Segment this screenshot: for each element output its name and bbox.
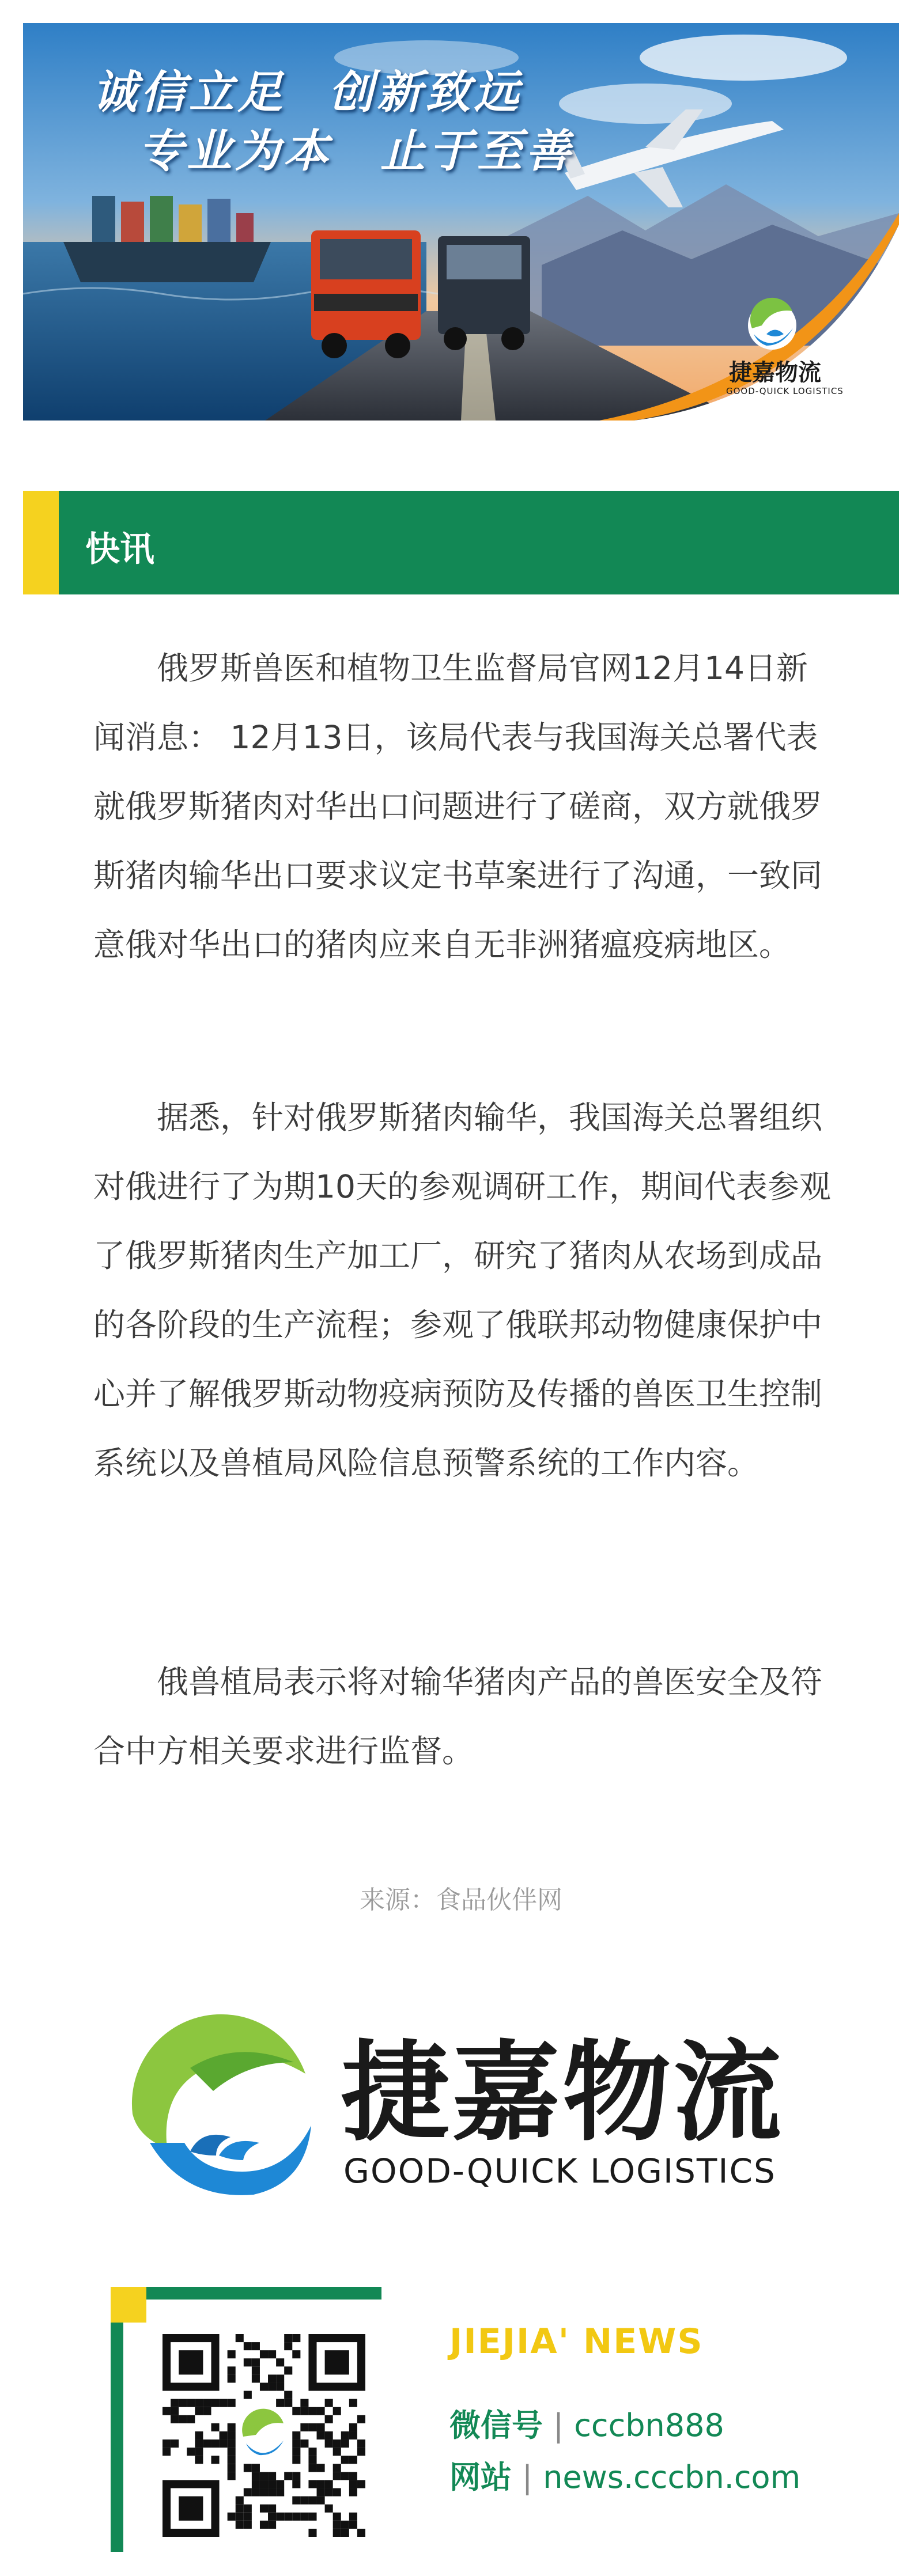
slogan-2a: 专业为本 (138, 125, 332, 177)
slogan-1b: 创新致远 (328, 66, 523, 119)
wechat-label: 微信号 (449, 2407, 543, 2444)
article-paragraph: 俄兽植局表示将对输华猪肉产品的兽医安全及符合中方相关要求进行监督。 (93, 1664, 823, 1770)
banner-brand-name-en: GOOD-QUICK LOGISTICS (726, 386, 844, 396)
footer-brand-name: 捷嘉物流 (341, 2030, 784, 2156)
footer-brand-name-en: GOOD-QUICK LOGISTICS (343, 2151, 776, 2191)
qr-frame-accent (111, 2287, 146, 2323)
header-banner (23, 23, 899, 421)
news-title: JIEJIA' NEWS (449, 2321, 704, 2362)
website-link[interactable]: news.cccbn.com (543, 2459, 801, 2495)
slogan-1a: 诚信立足 (92, 66, 286, 119)
section-header (23, 491, 899, 594)
article-paragraph: 据悉，针对俄罗斯猪肉输华，我国海关总署组织对俄进行了为期10天的参观调研工作，期间代表参观了俄罗斯猪肉生产加工厂，研究了猪肉从农场到成品的各阶段的生产流程；参观了俄联邦动物健康保护中心并了解俄罗斯动物疫病预防及传播的兽医卫生控制系统以及兽植局风险信息预警系统的工作内容。 (93, 1099, 831, 1482)
qr-frame-left (111, 2287, 123, 2552)
article-paragraph: 俄罗斯兽医和植物卫生监督局官网12月14日新闻消息： 12月13日，该局代表与我国海关总署代表就俄罗斯猪肉对华出口问题进行了磋商，双方就俄罗斯猪肉输华出口要求议定书草案进行了沟通，一致同意俄对华出口的猪肉应来自无非洲猪瘟疫病地区。 (93, 650, 823, 963)
logo-wave-icon (115, 2005, 328, 2212)
wechat-id[interactable]: cccbn888 (574, 2407, 724, 2444)
article-source: 来源：食品伙伴网 (360, 1885, 562, 1915)
website-label: 网站 (449, 2459, 512, 2495)
section-title: 快讯 (85, 529, 154, 570)
separator: | (553, 2407, 564, 2444)
wechat-line (449, 2401, 724, 2445)
banner-brand-name: 捷嘉物流 (729, 359, 821, 386)
slogan-2b: 止于至善 (380, 125, 575, 177)
separator: | (522, 2459, 533, 2495)
qr-frame-top (111, 2287, 381, 2300)
website-line (449, 2453, 800, 2497)
section-accent (23, 491, 59, 594)
qr-code[interactable] (163, 2334, 365, 2537)
qr-code-icon (163, 2334, 365, 2537)
